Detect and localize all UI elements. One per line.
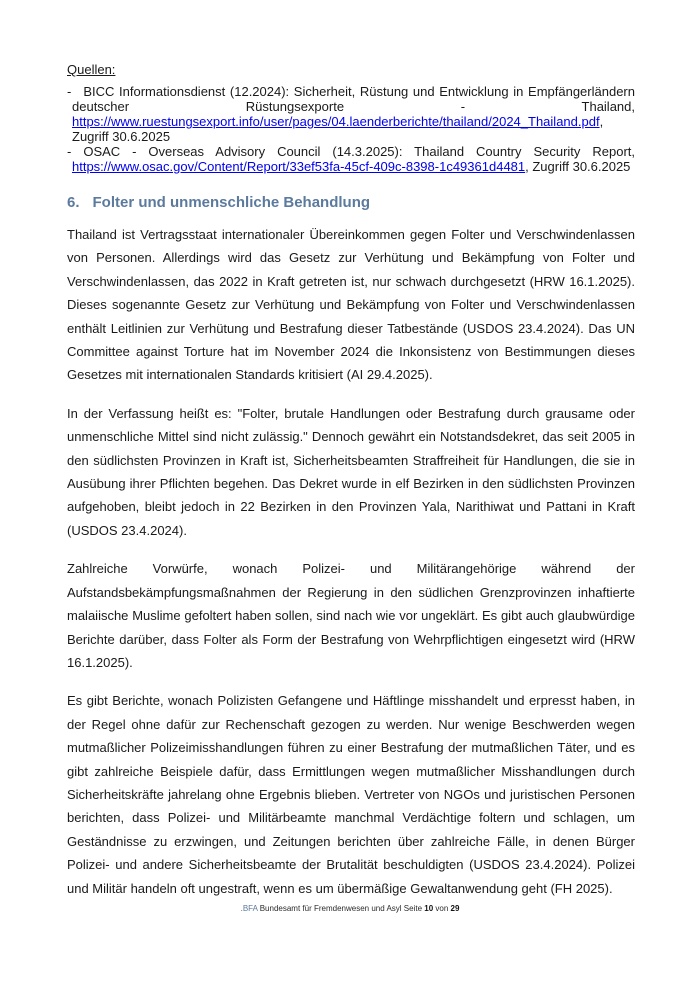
source-access-date: , Zugriff 30.6.2025 xyxy=(72,114,604,144)
source-item-bicc xyxy=(67,84,635,144)
footer-of-label: von xyxy=(433,904,451,913)
page-footer xyxy=(0,904,700,914)
source-hyperlink[interactable]: https://www.ruestungsexport.info/user/pages/04.laenderberichte/thailand/2024_Thailand.pdf xyxy=(72,114,600,129)
body-paragraph-3: Zahlreiche Vorwürfe, wonach Polizei- und Militärangehörige während der Aufstandsbekämpfungsmaßnahmen der Regierung in den südlichen Grenzprovinzen inhaftierte malaiische Muslime gefoltert haben sollen, sind nach wie vor ungeklärt. Es gibt auch glaubwürdige Berichte darüber, dass Folter als Form der Bestrafung von Wehrpflichtigen eingesetzt wird (HRW 16.1.2025). xyxy=(67,561,635,670)
bfa-logo-dot: . xyxy=(240,904,243,913)
body-paragraph-4: Es gibt Berichte, wonach Polizisten Gefangene und Häftlinge misshandelt und erpresst haben, in der Regel ohne dafür zur Rechenschaft gezogen zu werden. Nur wenige Beschwerden wegen mutmaßlicher Polizeimisshandlungen führen zu einer Bestrafung der mutmaßlichen Täter, und es gibt zahlreiche Beispiele dafür, dass Ermittlungen wegen mutmaßlicher Misshandlungen durch Sicherheitskräfte jahrelang ohne Ergebnis blieben. Vertreter von NGOs und juristischen Personen berichten, dass Polizei- und Militärbeamte manchmal Verdächtige foltern und schlagen, um Geständnisse zu erzwingen, und Zeitungen berichten über zahlreiche Fälle, in denen Bürger Polizei- und andere Sicherheitsbeamte der Brutalität beschuldigten (USDOS 23.4.2024). Polizei und Militär handeln oft ungestraft, wenn es um übermäßige Gewaltanwendung geht (FH 2025). xyxy=(67,693,635,896)
source-item-osac xyxy=(67,144,635,174)
body-paragraph-1: Thailand ist Vertragsstaat internationaler Übereinkommen gegen Folter und Verschwindenlassen von Personen. Allerdings wird das Gesetz zur Verhütung und Bekämpfung von Folter und Verschwindenlassen, das 2022 in Kraft getreten ist, nur schwach durchgesetzt (HRW 16.1.2025). Dieses sogenannte Gesetz zur Verhütung und Bekämpfung von Folter und Verschwindenlassen enthält Leitlinien zur Verhütung und Bestrafung dieser Tatbestände (USDOS 23.4.2024). Das UN Committee against Torture hat im November 2024 die Inkonsistenz von Bestimmungen dieses Gesetzes mit internationalen Standards kritisiert (AI 29.4.2025). xyxy=(67,227,635,383)
footer-org-text: Bundesamt für Fremdenwesen und Asyl Seite xyxy=(257,904,425,913)
section-number: 6. xyxy=(67,194,80,211)
footer-page-total: 29 xyxy=(450,904,460,913)
section-heading xyxy=(67,193,635,212)
source-citation-text: BICC Informationsdienst (12.2024): Sicherheit, Rüstung und Entwicklung in Empfängerländern deutscher Rüstungsexporte - Thailand, xyxy=(72,84,635,114)
list-dash-bullet: - xyxy=(67,84,72,99)
sources-block xyxy=(67,62,635,174)
source-hyperlink[interactable]: https://www.osac.gov/Content/Report/33ef53fa-45cf-409c-8398-1c49361d4481 xyxy=(72,159,526,174)
bfa-logo: BFA xyxy=(242,904,258,913)
source-citation-text: OSAC - Overseas Advisory Council (14.3.2025): Thailand Country Security Report, xyxy=(83,144,635,159)
source-access-date: , Zugriff 30.6.2025 xyxy=(525,159,631,174)
list-dash-bullet: - xyxy=(67,144,72,159)
footer-page-number: 10 xyxy=(424,904,434,913)
body-paragraph-2: In der Verfassung heißt es: "Folter, brutale Handlungen oder Bestrafung durch grausame oder unmenschliche Mittel sind nicht zulässig." Dennoch gewährt ein Notstandsdekret, das seit 2005 in den südlichsten Provinzen in Kraft ist, Sicherheitsbeamten Straffreiheit für Handlungen, die sie in Ausübung ihrer Pflichten begehen. Das Dekret wurde in elf Bezirken in den südlichsten Provinzen aufgehoben, bleibt jedoch in 22 Bezirken in den Provinzen Yala, Narithiwat und Pattani in Kraft (USDOS 23.4.2024). xyxy=(67,405,635,538)
section-title: Folter und unmenschliche Behandlung xyxy=(92,194,371,211)
sources-label: Quellen: xyxy=(67,62,116,77)
